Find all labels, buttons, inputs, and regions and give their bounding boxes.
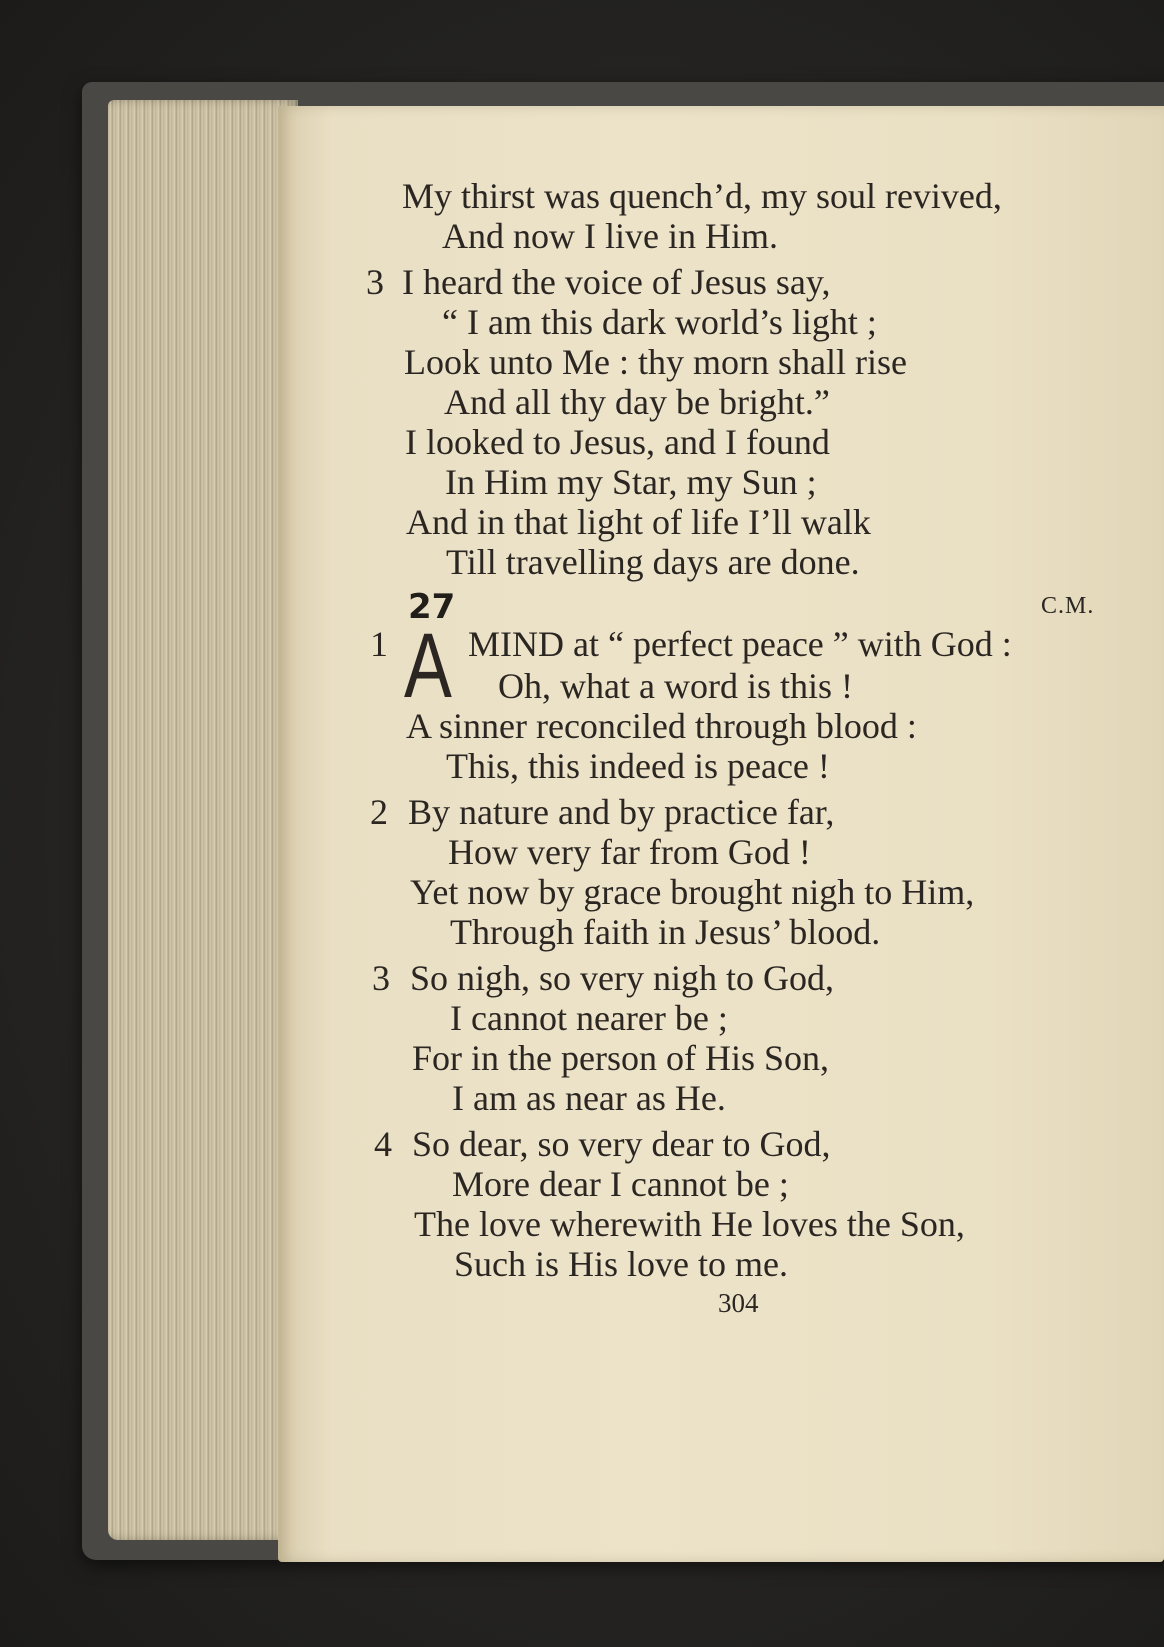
hymn-number: 27 bbox=[408, 587, 456, 627]
verse-number: 3 bbox=[372, 958, 390, 998]
verse-number: 1 bbox=[370, 624, 388, 664]
verse-number: 2 bbox=[370, 792, 388, 832]
hymn-line: By nature and by practice far, bbox=[408, 792, 835, 832]
hymn-line: A sinner reconciled through blood : bbox=[406, 706, 917, 746]
hymn-line: Yet now by grace brought nigh to Him, bbox=[410, 872, 975, 912]
verse-number: 3 bbox=[366, 262, 384, 302]
hymn-line: I looked to Jesus, and I found bbox=[405, 422, 830, 462]
hymn-line: So nigh, so very nigh to God, bbox=[410, 958, 835, 998]
hymn-line: How very far from God ! bbox=[448, 832, 811, 872]
book-page bbox=[278, 106, 1164, 1562]
hymn-line: My thirst was quench’d, my soul revived, bbox=[402, 176, 1002, 216]
hymn-line: And now I live in Him. bbox=[442, 216, 778, 256]
hymn-line: For in the person of His Son, bbox=[412, 1038, 829, 1078]
hymn-meter: C.M. bbox=[1041, 593, 1095, 619]
page-edges bbox=[108, 100, 298, 1540]
hymn-line: Oh, what a word is this ! bbox=[498, 666, 853, 706]
hymn-line: And in that light of life I’ll walk bbox=[406, 502, 871, 542]
page-number: 304 bbox=[718, 1288, 759, 1318]
verse-number: 4 bbox=[374, 1124, 392, 1164]
hymn-line: “ I am this dark world’s light ; bbox=[442, 302, 877, 342]
hymn-line: More dear I cannot be ; bbox=[452, 1164, 789, 1204]
hymn-line: Such is His love to me. bbox=[454, 1244, 788, 1284]
hymn-line: And all thy day be bright.” bbox=[444, 382, 830, 422]
hymn-line: This, this indeed is peace ! bbox=[446, 746, 830, 786]
hymn-line: Look unto Me : thy morn shall rise bbox=[404, 342, 907, 382]
hymn-line: I cannot nearer be ; bbox=[450, 998, 728, 1038]
hymn-line: I am as near as He. bbox=[452, 1078, 726, 1118]
drop-cap: A bbox=[404, 615, 452, 717]
hymn-line: So dear, so very dear to God, bbox=[412, 1124, 831, 1164]
hymn-line: In Him my Star, my Sun ; bbox=[445, 462, 817, 502]
hymn-line: Till travelling days are done. bbox=[446, 542, 860, 582]
hymn-line: The love wherewith He loves the Son, bbox=[414, 1204, 965, 1244]
hymn-line: I heard the voice of Jesus say, bbox=[402, 262, 831, 302]
hymn-line: Through faith in Jesus’ blood. bbox=[450, 912, 881, 952]
hymn-line: MIND at “ perfect peace ” with God : bbox=[468, 624, 1012, 664]
